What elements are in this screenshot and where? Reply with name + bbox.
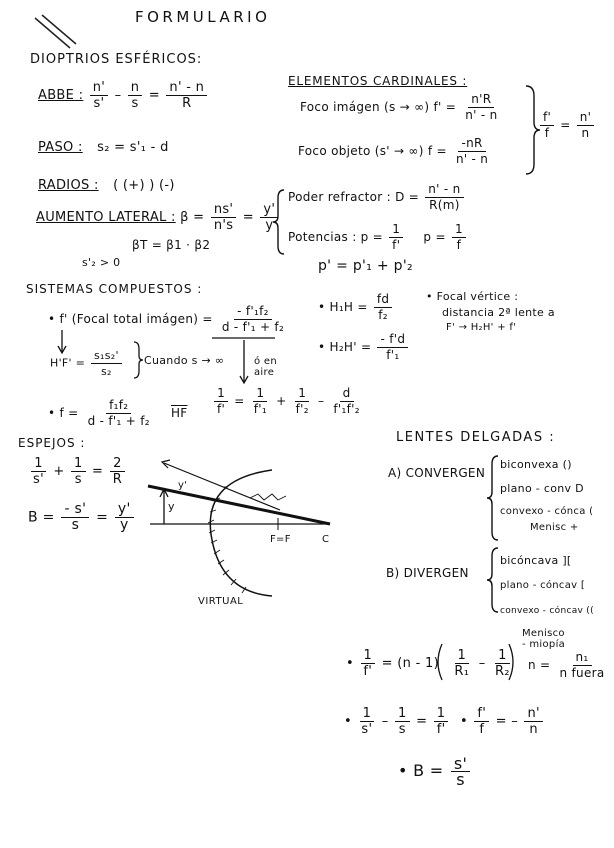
aumento-frac-2: $\frac{y'}{y}$ <box>260 202 278 233</box>
n-formula <box>528 650 610 681</box>
h2h-formula <box>318 332 410 363</box>
aumento-formula: AUMENTO LATERAL : β = $\frac{ns'}{n's}$ = $\frac{y'}{y}$ <box>36 202 280 233</box>
inv-t3: $\frac{d}{\text{f'₁f'₂}}$ <box>333 386 360 416</box>
espejos-beta: B = $\frac{- s'}{s}$ = $\frac{y'}{y}$ <box>28 502 136 533</box>
ratio-frac-2: $\frac{n'}{n}$ <box>577 110 595 141</box>
diverg-item-0: bicóncava ][ <box>500 554 572 567</box>
lens-ratio-rhs: $\frac{n'}{n}$ <box>524 706 542 737</box>
menisco-note: Menisco - miopía <box>522 628 566 650</box>
foco-imagen-formula <box>300 92 502 123</box>
sistemas-heading: SISTEMAS COMPUESTOS : <box>26 282 203 296</box>
paso-value: s₂ = s'₁ - d <box>97 140 169 155</box>
mirror-diagram <box>148 460 330 596</box>
elementos-heading: ELEMENTOS CARDINALES : <box>288 74 468 88</box>
hf-frac: $\frac{\text{s₁s₂'}}{\text{s₂}}$ <box>91 348 122 379</box>
lensmaker-r1: $\frac{1}{\text{R₁}}$ <box>454 648 470 679</box>
f-label: • f = <box>48 406 79 420</box>
radios-value: ( (+) ) (-) <box>113 178 175 193</box>
converg-item-0: biconvexa () <box>500 458 572 471</box>
lensmaker-formula: • $\frac{1}{f'}$ = (n - 1) $\frac{1}{\text{R₁}}$ – $\frac{1}{\text{R₂}}$ <box>346 648 515 679</box>
foco-objeto-label: Foco objeto (s' → ∞) f = <box>298 144 447 158</box>
espejos-equation: $\frac{1}{s'}$ + $\frac{1}{s}$ = $\frac{2}{R}$ <box>28 456 127 487</box>
n-frac: $\frac{\text{n₁}}{\text{n fuera}}$ <box>559 650 605 680</box>
diverg-item-2: convexo - cóncav (( <box>500 606 594 616</box>
espejos-heading: ESPEJOS : <box>18 436 86 450</box>
focal-vertice-desc: distancia 2ª lente a <box>442 306 555 319</box>
beta-final-label: • B = <box>398 761 444 780</box>
focal-total-formula <box>48 304 289 335</box>
mirror-yprime-label: y' <box>178 480 188 491</box>
espejos-frac-1: $\frac{1}{s'}$ <box>33 456 44 487</box>
focal-vertice-rel: F' → H₂H' + f' <box>446 322 517 333</box>
f-frac: $\frac{\text{f₁f₂}}{\text{d - f'₁ + f₂}}$ <box>87 398 150 428</box>
focal-total-label: • f' (Focal total imágen) = <box>48 312 213 326</box>
mirror-c-label: C <box>322 534 330 545</box>
thin-lens-formula: • $\frac{1}{s'}$ – $\frac{1}{s}$ = $\frac{1}{f'}$ <box>344 706 450 737</box>
abbe-formula: ABBE : $\frac{n'}{s'}$ – $\frac{n}{s}$ = $\frac{n' - n}{R}$ <box>38 80 209 111</box>
espejos-beta-frac-2: $\frac{y'}{y}$ <box>115 502 134 533</box>
aire-note: ó en aire <box>254 356 277 378</box>
thin-lhs: $\frac{1}{s'}$ <box>361 706 373 737</box>
abbe-frac-2: $\frac{n}{s}$ <box>128 80 143 111</box>
lentes-heading: LENTES DELGADAS : <box>396 430 556 445</box>
abbe-frac-1: $\frac{n'}{s'}$ <box>90 80 108 111</box>
lens-ratio-formula: • $\frac{f'}{f}$ = – $\frac{n'}{n}$ <box>460 706 545 737</box>
beta-final-frac: $\frac{s'}{s}$ <box>451 756 470 787</box>
hf-label: H'F' <box>50 356 72 370</box>
aumento-label: AUMENTO LATERAL : <box>36 210 176 225</box>
potencias-frac-2: $\frac{1}{f}$ <box>452 222 466 253</box>
focal-vertice-label: • Focal vértice : <box>426 290 519 303</box>
converg-item-1: plano - conv D <box>500 482 584 495</box>
dioptrios-heading: DIOPTRIOS ESFÉRICOS: <box>30 52 203 67</box>
hf-bar-label: $\overline{HF}$ <box>170 406 188 420</box>
inv-t2: $\frac{1}{\text{f'₂}}$ <box>295 386 309 416</box>
converg-label: A) CONVERGEN <box>388 466 486 480</box>
mirror-virtual-label: VIRTUAL <box>198 596 244 607</box>
h2h-frac: $\frac{- f'd}{\text{f'₁}}$ <box>377 332 408 363</box>
page-title: FORMULARIO <box>135 8 271 26</box>
converg-item-3: Menisc + <box>530 522 579 533</box>
n-label: n = <box>528 658 551 672</box>
mirror-ff-label: F=F <box>270 534 291 545</box>
ratio-formula: $\frac{f'}{f}$ = $\frac{n'}{n}$ <box>538 110 596 141</box>
inv-t1: $\frac{1}{\text{f'₁}}$ <box>253 386 267 416</box>
f-formula <box>48 398 188 429</box>
diverg-item-1: plano - cóncav [ <box>500 580 586 591</box>
cuando-note: Cuando s → ∞ <box>144 354 225 367</box>
lens-ratio-lhs: $\frac{f'}{f}$ <box>474 706 489 737</box>
ratio-frac-1: $\frac{f'}{f}$ <box>540 110 554 141</box>
foco-objeto-frac: $\frac{-nR}{n' - n}$ <box>455 136 489 166</box>
espejos-frac-2: $\frac{1}{s}$ <box>71 456 86 487</box>
radios-line <box>38 178 175 193</box>
beta-total: βT = β1 · β2 <box>132 238 211 252</box>
poder-label: Poder refractor : D = <box>288 190 420 204</box>
espejos-frac-3: $\frac{2}{R}$ <box>110 456 125 487</box>
h1h-label: • H₁H = <box>318 300 368 314</box>
s2-note: s'₂ > 0 <box>82 256 121 269</box>
lensmaker-mid: = (n - 1) <box>381 656 439 671</box>
paso-formula <box>38 140 169 155</box>
poder-frac: $\frac{n' - n}{R(m)}$ <box>425 182 463 213</box>
potencias-frac: $\frac{1}{f'}$ <box>389 222 403 253</box>
espejos-beta-label: B = <box>28 509 55 526</box>
h1h-frac: $\frac{fd}{\text{f₂}}$ <box>374 292 392 323</box>
lensmaker-r2: $\frac{1}{\text{R₂}}$ <box>494 648 510 679</box>
abbe-label: ABBE : <box>38 88 84 103</box>
thin-mid: $\frac{1}{s}$ <box>395 706 410 737</box>
poder-formula <box>288 182 466 213</box>
potencias-p2: p = <box>423 230 446 244</box>
foco-imagen-frac: $\frac{n'R}{n' - n}$ <box>465 92 498 122</box>
potencias-sum: p' = p'₁ + p'₂ <box>318 258 413 274</box>
diverg-label: B) DIVERGEN <box>386 566 469 580</box>
thin-rhs: $\frac{1}{f'}$ <box>434 706 449 737</box>
h1h-formula <box>318 292 394 323</box>
h2h-label: • H₂H' = <box>318 340 372 354</box>
radios-label: RADIOS : <box>38 178 99 193</box>
potencias-formula <box>288 222 468 253</box>
abbe-frac-3: $\frac{n' - n}{R}$ <box>166 80 207 111</box>
converg-item-2: convexo - cónca ( <box>500 506 594 517</box>
foco-objeto-formula <box>298 136 493 167</box>
lensmaker-lhs: $\frac{1}{f'}$ <box>360 648 375 679</box>
aumento-beta: β = <box>180 210 205 225</box>
espejos-beta-frac-1: $\frac{- s'}{s}$ <box>61 502 89 533</box>
focal-total-frac: $\frac{\text{- f'₁f₂}}{\text{d - f'₁ + f₂}}$ <box>221 304 285 334</box>
inv-formula: $\frac{1}{f'}$ = $\frac{1}{\text{f'₁}}$ + $\frac{1}{\text{f'₂}}$ – $\frac{d}{\text{f'₁f'₂}}$ <box>212 386 365 417</box>
inv-lhs: $\frac{1}{f'}$ <box>214 386 228 417</box>
aumento-frac-1: $\frac{ns'}{n's}$ <box>211 202 237 233</box>
hf-formula: H'F' = $\frac{\text{s₁s₂'}}{\text{s₂}}$ <box>50 348 124 379</box>
paso-label: PASO : <box>38 140 83 155</box>
potencias-label: Potencias : p = <box>288 230 384 244</box>
foco-imagen-label: Foco imágen (s → ∞) f' = <box>300 100 457 114</box>
beta-final-formula <box>398 756 472 787</box>
mirror-y-label: y <box>168 500 175 513</box>
